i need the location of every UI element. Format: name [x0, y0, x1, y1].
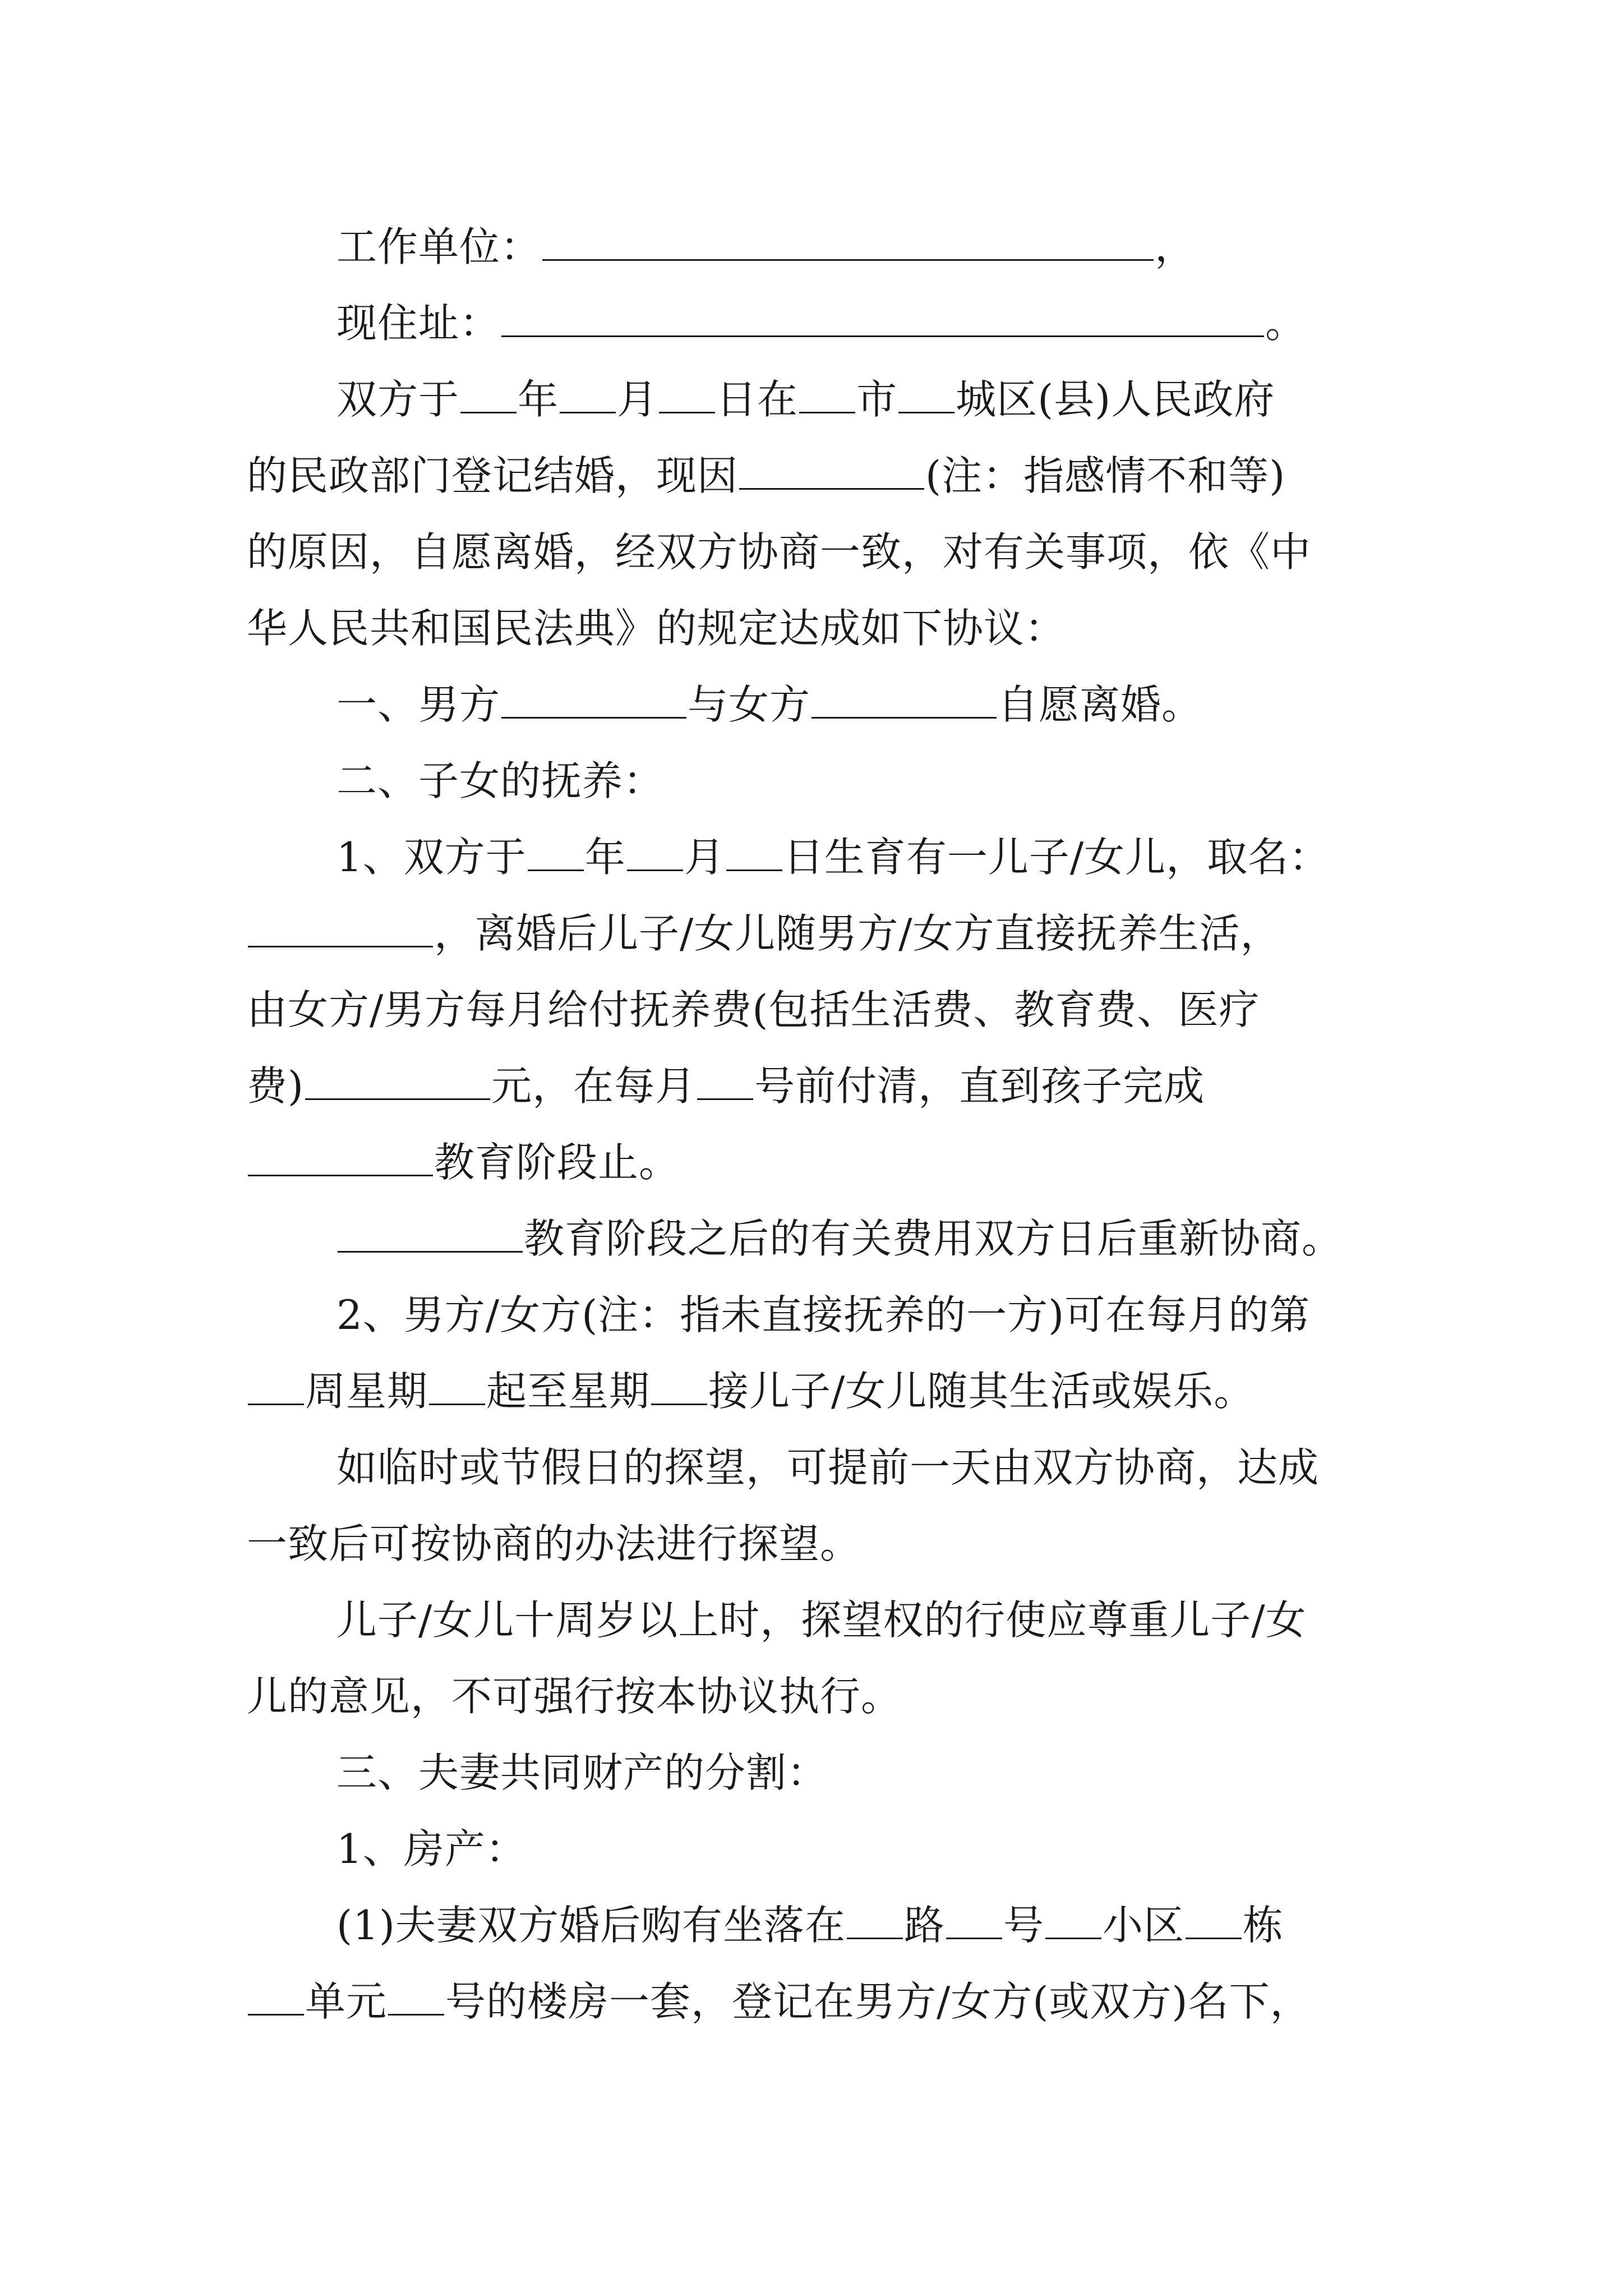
child-birth-line: [336, 830, 1503, 884]
visitation-schedule-line: [247, 1364, 1413, 1418]
education-stage-line: [247, 1135, 1413, 1189]
day-blank: [659, 379, 715, 413]
text: 三、夫妻共同财产的分割：: [336, 1749, 828, 1796]
road-blank: [847, 1905, 903, 1939]
text: 栋: [1243, 1902, 1284, 1949]
text: 儿的意见，不可强行按本协议执行。: [247, 1673, 902, 1720]
text: 的原因，自愿离婚，经双方协商一致，对有关事项，依《中: [247, 528, 1312, 576]
text: ，离婚后儿子/女儿随男方/女方直接抚养生活，: [434, 910, 1281, 957]
number-blank: [946, 1905, 1002, 1939]
marriage-date-line: [336, 372, 1503, 426]
text: 双方于: [336, 376, 460, 423]
work-unit-line: [336, 220, 1503, 274]
paragraph-line: [247, 1517, 1413, 1571]
education-after-line: [336, 1212, 1503, 1266]
work-unit-blank: [542, 227, 1154, 261]
paragraph-line: [247, 1669, 1413, 1723]
text: 日生育有一儿子/女儿，取名：: [783, 834, 1330, 881]
paragraph-line: [336, 1593, 1503, 1647]
reason-blank: [739, 455, 924, 490]
year-blank: [460, 379, 517, 413]
district-blank: [898, 379, 955, 413]
text: 一、男方: [336, 681, 501, 728]
community-blank: [1045, 1905, 1101, 1939]
punct: ，: [1155, 223, 1196, 270]
text: 如临时或节假日的探望，可提前一天由双方协商，达成: [336, 1444, 1320, 1491]
text: 月: [684, 834, 725, 881]
text: 儿子/女儿十周岁以上时，探望权的行使应尊重儿子/女: [336, 1596, 1307, 1644]
text: 月: [617, 376, 658, 423]
wife-name-blank: [811, 684, 997, 719]
child-name-blank: [248, 913, 433, 947]
section-heading-children: [336, 754, 1503, 808]
house-address-line: [336, 1898, 1503, 1952]
text: 1、房产：: [336, 1825, 527, 1872]
text: 费): [247, 1062, 305, 1110]
text: 自愿离婚。: [998, 681, 1203, 728]
education-stage-blank: [248, 1142, 433, 1176]
text: 起至星期: [486, 1368, 651, 1415]
text: 号前付清，直到孩子完成: [754, 1062, 1205, 1110]
fee-amount-blank: [305, 1066, 490, 1100]
text: 教育阶段之后的有关费用双方日后重新协商。: [524, 1215, 1343, 1262]
paragraph-line: [247, 601, 1413, 655]
address-blank: [501, 303, 1264, 337]
unit-blank: [248, 1981, 304, 2016]
text: 由女方/男方每月给付抚养费(包括生活费、教育费、医疗: [247, 986, 1260, 1033]
text: 城区(县)人民政府: [956, 376, 1275, 423]
text: 教育阶段止。: [434, 1139, 680, 1186]
subsection-heading-house: [336, 1822, 1503, 1876]
text: 的民政部门登记结婚，现因: [247, 452, 739, 499]
work-unit-label: 工作单位：: [336, 223, 542, 270]
support-fee-line: [247, 1059, 1413, 1113]
reason-line: [247, 449, 1413, 503]
text: (注：指感情不和等): [925, 452, 1286, 499]
building-blank: [1186, 1905, 1242, 1939]
punct: 。: [1265, 300, 1307, 347]
text: 号: [1003, 1902, 1045, 1949]
text: 日在: [716, 376, 799, 423]
city-blank: [799, 379, 855, 413]
day-blank: [726, 837, 782, 871]
weekday-end-blank: [651, 1371, 707, 1405]
education-stage-blank: [338, 1218, 523, 1253]
paragraph-line: [247, 525, 1413, 579]
text: 1、双方于: [336, 834, 527, 881]
room-blank: [388, 1981, 444, 2016]
paragraph-line: [247, 983, 1413, 1037]
weekday-start-blank: [429, 1371, 485, 1405]
text: 周星期: [305, 1368, 428, 1415]
section-heading-property: [336, 1746, 1503, 1800]
text: 与女方: [688, 681, 811, 728]
text: 年: [518, 376, 559, 423]
husband-name-blank: [501, 684, 686, 719]
text: 单元: [305, 1978, 388, 2025]
text: 接儿子/女儿随其生活或娱乐。: [708, 1368, 1255, 1415]
text: 华人民共和国民法典》的规定达成如下协议：: [247, 605, 1066, 652]
child-name-line: [247, 907, 1413, 960]
text: 小区: [1103, 1902, 1185, 1949]
visitation-line: [336, 1288, 1503, 1342]
text: (1)夫妻双方婚后购有坐落在: [336, 1902, 846, 1949]
text: 二、子女的抚养：: [336, 757, 665, 804]
pay-day-blank: [697, 1066, 753, 1100]
clause-1-line: [336, 678, 1503, 731]
text: 号的楼房一套，登记在男方/女方(或双方)名下，: [445, 1978, 1311, 2025]
paragraph-line: [336, 1441, 1503, 1494]
text: 路: [904, 1902, 946, 1949]
text: 2、男方/女方(注：指未直接抚养的一方)可在每月的第: [336, 1291, 1311, 1338]
address-line: [336, 296, 1503, 350]
text: 年: [584, 834, 626, 881]
house-unit-line: [247, 1975, 1413, 2028]
month-blank: [560, 379, 616, 413]
text: 一致后可按协商的办法进行探望。: [247, 1520, 861, 1567]
year-blank: [528, 837, 584, 871]
address-label: 现住址：: [336, 300, 501, 347]
week-blank: [248, 1371, 304, 1405]
text: 市: [856, 376, 898, 423]
text: 元，在每月: [491, 1062, 697, 1110]
month-blank: [627, 837, 683, 871]
